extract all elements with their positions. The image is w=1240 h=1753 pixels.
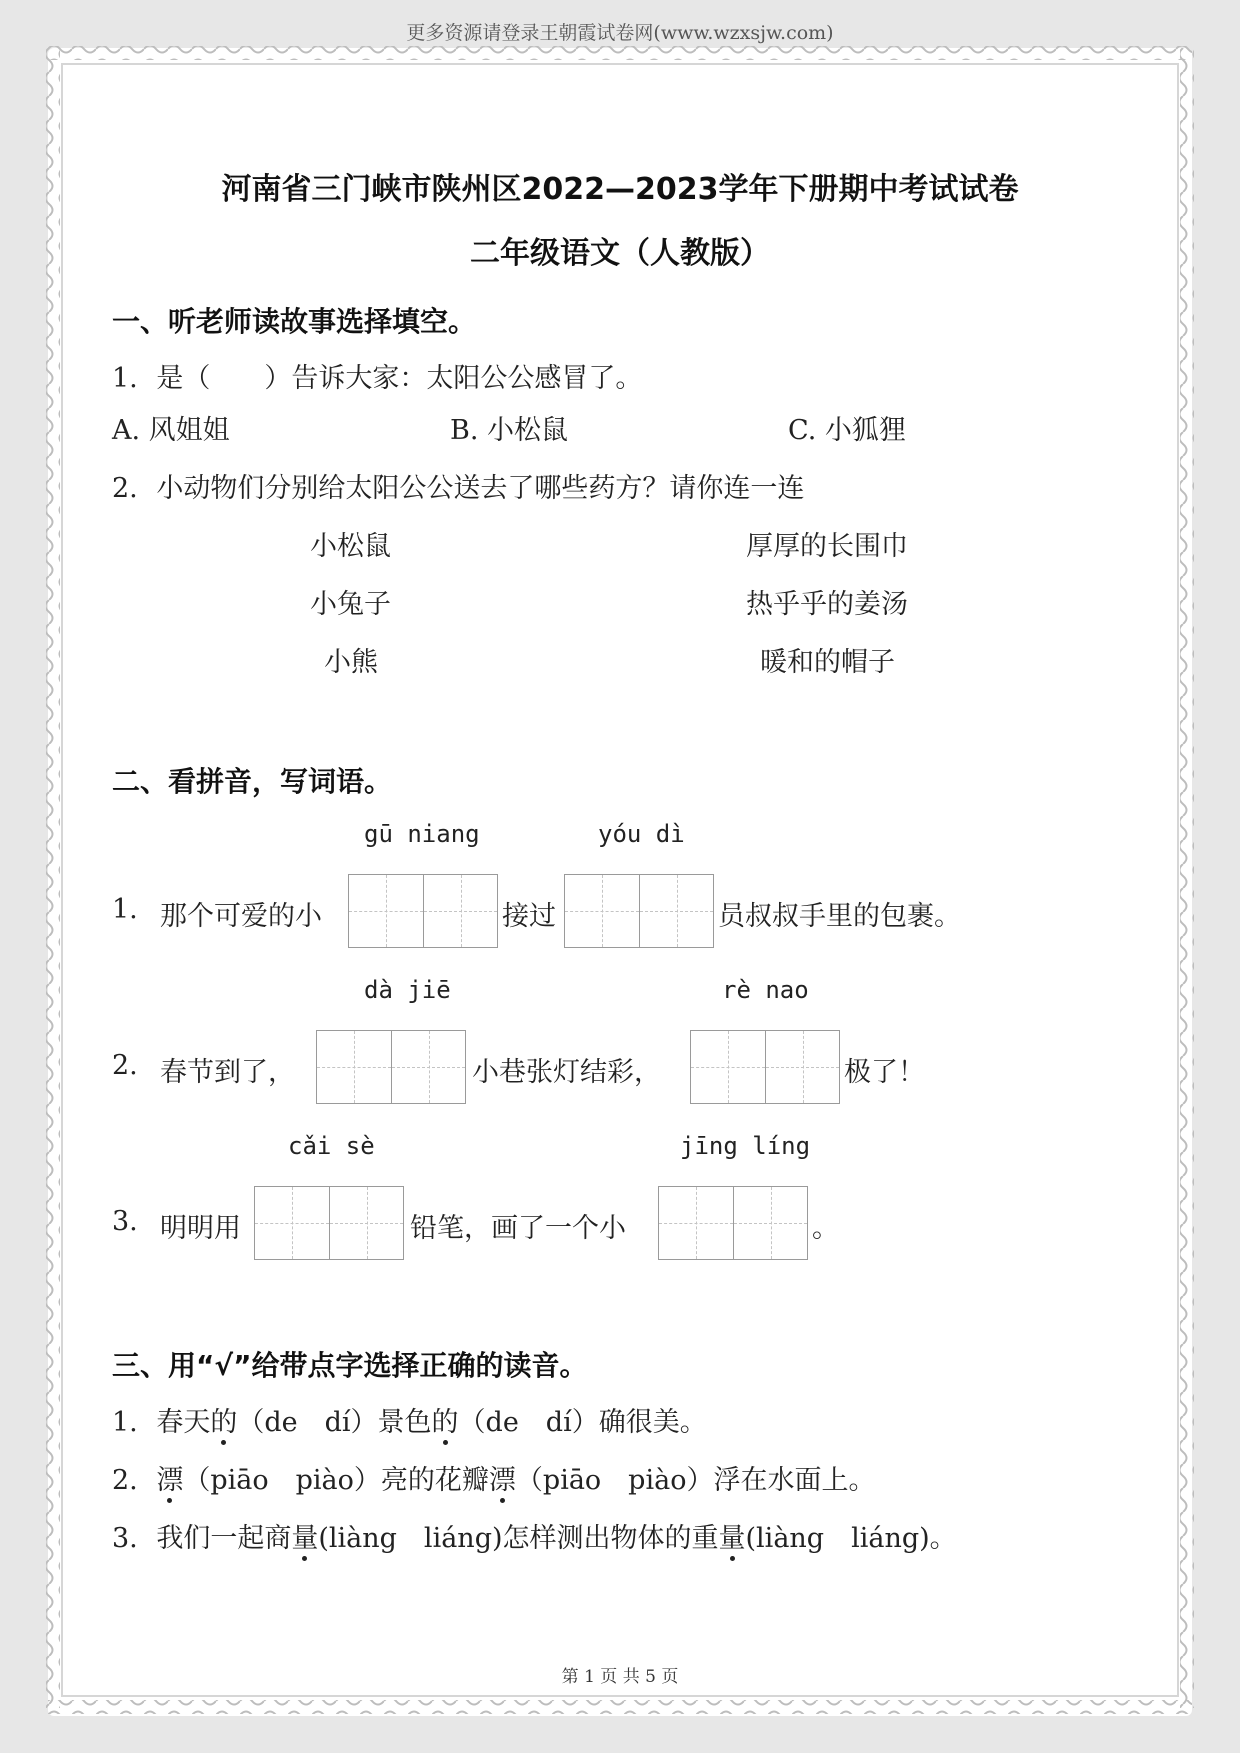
reading-choice[interactable]: (liàng liáng)怎样测出物体的重 — [318, 1523, 719, 1554]
option-c: C. 小狐狸 — [788, 415, 906, 446]
option-b: B. 小松鼠 — [450, 415, 569, 446]
section-1-heading: 一、听老师读故事选择填空。 — [112, 305, 477, 338]
dotted-character: 的 — [210, 1400, 237, 1439]
question-2-2-text-post: 极了！ — [844, 1057, 925, 1088]
question-number: 2. — [112, 473, 138, 504]
question-3-1 — [112, 1400, 707, 1439]
question-text: 是（ ）告诉大家：太阳公公感冒了。 — [156, 363, 643, 394]
question-2-3-text-post: 。 — [812, 1213, 839, 1244]
question-2-2-text-pre: 春节到了， — [160, 1057, 295, 1088]
pinyin-caise: cǎi sè — [288, 1132, 375, 1160]
dotted-character: 漂 — [156, 1458, 183, 1497]
question-2-1-text-mid: 接过 — [502, 901, 556, 932]
question-2-2-number: 2. — [112, 1050, 138, 1081]
reading-choice[interactable]: （de dí）确很美。 — [458, 1407, 707, 1438]
question-1-1 — [112, 356, 642, 395]
question-2-2-text-mid: 小巷张灯结彩， — [472, 1057, 661, 1088]
writing-grid[interactable] — [254, 1186, 404, 1260]
question-2-1-number: 1. — [112, 894, 138, 925]
pinyin-renao: rè nao — [722, 976, 809, 1004]
reading-choice[interactable]: （piāo piào）浮在水面上。 — [515, 1465, 876, 1496]
question-2-3-text-mid: 铅笔，画了一个小 — [410, 1213, 626, 1244]
remedy-2: 热乎乎的姜汤 — [746, 589, 908, 620]
writing-grid[interactable] — [564, 874, 714, 948]
remedy-3: 暖和的帽子 — [760, 647, 895, 678]
question-3-3 — [112, 1516, 957, 1555]
question-number: 2. — [112, 1465, 138, 1496]
writing-grid[interactable] — [658, 1186, 808, 1260]
pinyin-youdi: yóu dì — [598, 820, 685, 848]
section-2-heading: 二、看拼音，写词语。 — [112, 765, 393, 798]
writing-grid[interactable] — [348, 874, 498, 948]
option-a: A. 风姐姐 — [112, 415, 230, 446]
question-number: 3. — [112, 1523, 138, 1554]
pinyin-dajie: dà jiē — [364, 976, 451, 1004]
page-title: 河南省三门峡市陕州区2022—2023学年下册期中考试试卷 — [221, 172, 1019, 207]
dotted-character: 量 — [291, 1516, 318, 1555]
question-2-3-text-pre: 明明用 — [160, 1213, 241, 1244]
page-footer: 第 1 页 共 5 页 — [561, 1667, 679, 1687]
watermark: 更多资源请登录王朝霞试卷网(www.wzxsjw.com) — [406, 22, 834, 44]
question-3-2 — [112, 1458, 875, 1497]
question-2-1-text-post: 员叔叔手里的包裹。 — [718, 901, 961, 932]
animal-1: 小松鼠 — [310, 531, 391, 562]
reading-choice[interactable]: （de dí）景色 — [237, 1407, 432, 1438]
pinyin-jingling: jīng líng — [680, 1132, 811, 1160]
text-segment: 春天 — [156, 1407, 211, 1438]
dotted-character: 的 — [432, 1400, 459, 1439]
remedy-1: 厚厚的长围巾 — [746, 531, 908, 562]
question-2-1-text-pre: 那个可爱的小 — [160, 901, 322, 932]
reading-choice[interactable]: (liàng liáng)。 — [745, 1523, 957, 1554]
dotted-character: 漂 — [489, 1458, 516, 1497]
question-text: 小动物们分别给太阳公公送去了哪些药方？请你连一连 — [156, 473, 805, 504]
question-2-3-number: 3. — [112, 1206, 138, 1237]
question-number: 1. — [112, 363, 138, 394]
reading-choice[interactable]: （piāo piào）亮的花瓣 — [183, 1465, 489, 1496]
writing-grid[interactable] — [690, 1030, 840, 1104]
animal-3: 小熊 — [324, 647, 378, 678]
section-3-heading: 三、用“√”给带点字选择正确的读音。 — [112, 1349, 588, 1382]
page-subtitle: 二年级语文（人教版） — [470, 236, 770, 271]
pinyin-guniang: gū niang — [364, 820, 480, 848]
animal-2: 小兔子 — [310, 589, 391, 620]
text-segment: 我们一起商 — [156, 1523, 292, 1554]
question-number: 1. — [112, 1407, 138, 1438]
writing-grid[interactable] — [316, 1030, 466, 1104]
question-1-2 — [112, 466, 804, 505]
dotted-character: 量 — [719, 1516, 746, 1555]
